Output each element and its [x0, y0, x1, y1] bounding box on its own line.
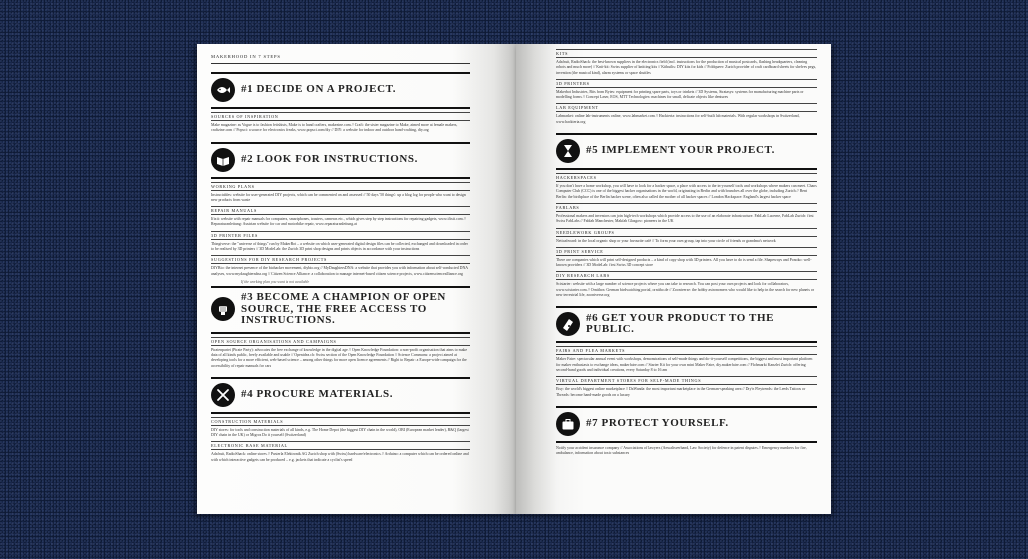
step-2-heading: [211, 142, 470, 179]
paragraph: Makerbot Industries, Bits from Bytes: equipment for printing spare parts, toys or trinkets // 3D Systems, Stratasys: systems for manufacturing machine parts or modelling forms // Concept Laser, EOS, MTT Technologies: machines for small, delicate objects like dentures: [556, 89, 804, 100]
category-heading: VIRTUAL DEPARTMENT STORES FOR SELF-MADE THINGS: [556, 376, 817, 385]
category-heading: NEEDLEWORK GROUPS: [556, 228, 817, 237]
paragraph: Etsy: the world's biggest online marketplace // DaWanda: the most important marketplace in the German-speaking area // Dry'n Fleytrends: the Leeds Tattoos or Threads: become hand-made goods on a luxury: [556, 387, 806, 397]
category-heading: FABLABS: [556, 203, 817, 212]
step-3-title: #3 BECOME A CHAMPION OF OPEN SOURCE, THE FREE ACCESS TO INSTRUCTIONS.: [241, 290, 446, 327]
step-6-title: #6 GET YOUR PRODUCT TO THE PUBLIC.: [586, 311, 775, 336]
category-heading: OPEN SOURCE ORGANISATIONS AND CAMPAIGNS: [211, 337, 470, 346]
paragraph: Professional makers and inventors can join high-tech workshops which provide access to the use of an elaborate infrastructure. FabLab Lucerne, FabLab Zurich: first Swiss FabLabs // Fablab Manchester, Makfab Glasgow: pioneers in the UK: [556, 213, 814, 224]
category-heading: DIY RESEARCH LABS: [556, 271, 817, 280]
hourglass-icon: [556, 139, 580, 163]
running-head: MAKERHOOD IN 7 STEPS: [211, 54, 281, 59]
paragraph: Adafruit, RadioShack: the best-known suppliers in the electronics field (incl. instructions for the production of musical postcards, flashing headquarters, cleaning robots and much more) // Knit-kit: Swiss supplier of knitting kits // Kitbuilts: DIY kits for kids // Foldqueer: Zurich provider of craft cardboard sheets for shelves pegs, invention (the musical kind), alarm systems or space shuttles: [556, 60, 817, 75]
category-heading: HACKERSPACES: [556, 173, 817, 182]
fist-icon: [211, 297, 235, 321]
category-heading: FAIRS AND FLEA MARKETS: [556, 346, 817, 355]
category-heading: SOURCES OF INSPIRATION: [211, 112, 470, 121]
briefcase-icon: [556, 412, 580, 436]
paragraph: There are companies which will print self-designed products – a kind of copy shop with 3D printers. All you have to do is send a file. Shapeways and Ponoko: well-known providers // 3D ModeLab: first Swiss 3D concept store: [556, 257, 812, 268]
paragraph: Nettcafeoard: in the local organic shop or your favourite café // To form your own group, tap into your circle of friends or grandma's network: [556, 238, 776, 243]
category-heading: CONSTRUCTION MATERIALS: [211, 417, 470, 426]
step-1-heading: [211, 72, 470, 109]
step-7-title: #7 PROTECT YOURSELF.: [586, 417, 729, 430]
category-heading: 3D PRINTERS: [556, 79, 817, 88]
paragraph: Adafruit, RadioShack: online stores // Pusterla Elektronik AG Zurich shop with (Swiss) hardware/electronics // Arduino: a computer which can be ordered online and with which interactive gadgets can be produced – e.g. jackets that indicate a cyclist's speed: [211, 452, 469, 462]
fish-icon: [211, 78, 235, 102]
paragraph: Make magazine: as Vogue is to fashion fetishists, Make is to hand crafters, makezine.com // Craft: the sister magazine to Make, aimed more at female makers, craftzine.com // Popsci: a source for electronics freaks, www.popsci.com/diy // DIY: a website for indoor and outdoor hand-crafting, diy.org: [211, 123, 458, 133]
step-5-heading: [556, 133, 817, 170]
step-4-heading: [211, 377, 470, 414]
category-heading: WORKING PLANS: [211, 182, 470, 191]
paragraph: Piratenpartei (Pirate Party): advocates the free exchange of knowledge in the digital age // Open Knowledge Foundation: a non-profit organisation that aims to make data of all kinds public, freely available and usable // Openidea.ch: Swiss section of the Open Knowledge Foundation // Science Commons: a project aimed at developing tools for a more efficient, web-based science – among other things for more open licence agreements // Right to Repair: a Europe-wide campaign for the accessibility of repair manuals for cars: [211, 347, 468, 368]
paragraph: Instructables: website for user-generated DIY projects, which can be commented on and assessed // 50 days '50 things': up a blog log for people who want to design new products from waste: [211, 192, 466, 202]
paragraph: Ifixit: website with repair manuals for computers, smartphones, toasters, cameras etc., which gives step by step instructions for repairing gadgets, www.ifixit.com // Reparaturanleitung: Austrian website for car and motorbike repair, www.reparaturanleitung.at: [211, 217, 466, 227]
category-heading: ELECTRONIC BASE MATERIAL: [211, 441, 470, 450]
category-heading: LAB EQUIPMENT: [556, 103, 817, 112]
right-page: [516, 44, 831, 514]
step-5-title: #5 IMPLEMENT YOUR PROJECT.: [586, 144, 775, 157]
step-7-heading: [556, 406, 817, 443]
step-6-heading: [556, 306, 817, 343]
paragraph: Notify your accident insurance company // Associations of lawyers (Anwaltsverband, Law Society) for defence in patent disputes // Emergency numbers for fire, ambulance, information about toxic substances: [556, 445, 807, 456]
category-heading: 3D PRINTER FILES: [211, 231, 470, 240]
left-page: [197, 44, 516, 514]
category-heading: REPAIR MANUALS: [211, 206, 470, 215]
paragraph: Thingiverse: the "universe of things" run by MakerBot – a website on which user-generated digital design files can be collected, exchanged and downloaded in order to be realised by 3D printers // 3D ModeLab: the Zurich 3D print shop designs and prints objects in accordance with your instructions: [211, 241, 468, 252]
paragraph: Labmarket: online lab-instruments online, www.labmarket.com // Hackteria: instructions for self-built lab materials. With regular workshops in Switzerland, www.hackteria.org: [556, 114, 800, 124]
step-4-title: #4 PROCURE MATERIALS.: [241, 388, 394, 401]
paragraph: DIY stores: for tools and construction materials of all kinds, e.g. The Home Depot (the biggest DIY chain in the world), OBI (European market leader), B&Q (largest DIY chain in the UK) or Migros Do it yourself (Switzerland): [211, 427, 469, 438]
category-heading: 3D PRINT SERVICE: [556, 247, 817, 256]
category-heading: KITS: [556, 49, 817, 58]
book-icon: [211, 148, 235, 172]
step-2-title: #2 LOOK FOR INSTRUCTIONS.: [241, 152, 418, 165]
category-heading: SUGGESTIONS FOR DIY RESEARCH PROJECTS: [211, 255, 470, 264]
tools-icon: [211, 383, 235, 407]
paragraph: Maker Faire: spectacular annual event with workshops, demonstrations of self-made things and do-it-yourself competitions, the biggest and most important platform for maker enthusiasts to exchange ideas, makerfaire.com // Starter Kit for your own mini Maker Faire, diy.makerfaire.com // Flohmarkt Kanzlei Zurich: offering second-hand goods and individual creations, every Saturday 8 to 16 am: [556, 357, 813, 372]
step-1-title: #1 DECIDE ON A PROJECT.: [241, 83, 397, 96]
paragraph: DIYBio: the internet presence of the biohacker movement, diybio.org // MyDaughtersDNA: a website that provides you with information about self-conducted DNA analyses, www.mydaughtersdna.org // Citizen Science Alliance: a collaboration to manage internet-based citizen science projects, www.citizensciencealliance.org: [211, 266, 468, 276]
step-3-note: If the working plan you want is not available: [241, 279, 310, 284]
step-3-heading: [211, 286, 470, 334]
paragraph: If you don't have a home workshop, you will have to look for a hacker space, a place with access to the in-yourself tools and workshops where makers can meet. Chaos Computer Club (CCC) is one of the biggest hacker organisations in the world, originating in Berlin and with branches all over the globe, including Zurich // Bent Berlin: the birthplace of the Berlin hacker scene, often also called the mother of all hacker spaces // London Hackspace: England's largest hacker space: [556, 184, 817, 199]
phone-icon: [556, 312, 580, 336]
divider: [211, 63, 470, 64]
paragraph: Scistarter: website with a large number of science projects where you can take to research. You can post your own projects and look for collaborators, www.scistarter.com // Ornithos: German birdwatching portal, ornitho.de // Zooniverse: the hobby astronomers who would like to help in the search for new planets or new terrestrial life, zooniverse.org: [556, 282, 815, 298]
